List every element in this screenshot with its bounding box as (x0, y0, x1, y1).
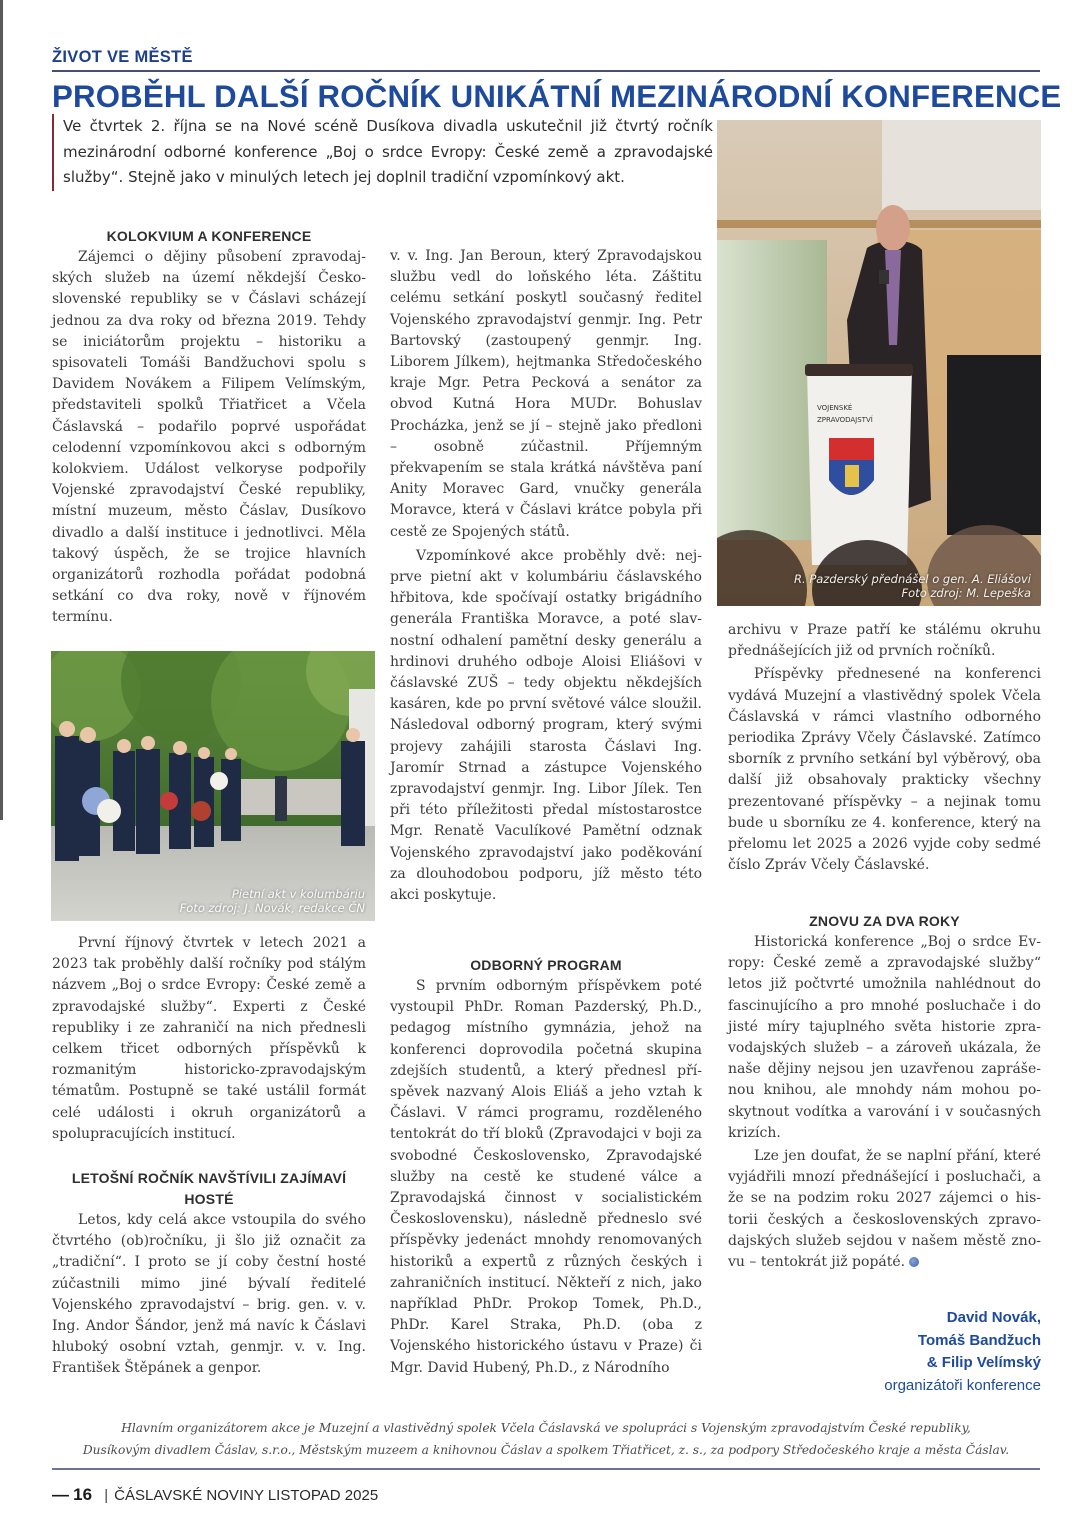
end-of-article-icon (909, 1257, 919, 1267)
author-name: Tomáš Bandžuch (917, 1331, 1041, 1349)
paragraph: archivu v Praze patří ke stálému okruhu přednášejících již od prvních ročníků. (728, 622, 1041, 660)
column-2-bottom (390, 955, 702, 1379)
column-2-top (390, 246, 702, 906)
author-name: & Filip Velímský (926, 1354, 1041, 1371)
footnote-line: Hlavním organizátorem akce je Muzejní a vlastivědný spolek Včela Čáslavská ve spolupráci s Vojenským zpravodajstvím České republiky, (121, 1421, 971, 1435)
paragraph: Příspěvky přednesené na konferenci vydává Muzejní a vlastivědný spolek Včela Čáslavská v rámci vlastního odborného periodika Zprávy Včely Čáslavské. Zatímco sborník z prvního setkání byl výběrový, oba další již obsahovaly prakticky všechny prezentované příspěvky – a nejinak tomu bude u sborníku ze 4. konference, který na přelomu let 2025 a 2026 vyjde coby sedmé číslo Zpráv Včely Čáslavské. (728, 666, 1041, 874)
caption-title: R. Pazderský přednášel o gen. A. Eliášovi (794, 572, 1031, 586)
page-footer (52, 1485, 378, 1505)
podium-text: ZPRAVODAJSTVÍ (817, 416, 873, 424)
column-3-top (728, 620, 1041, 876)
ceremony-photo-caption (180, 887, 365, 915)
paragraph (728, 1146, 1041, 1273)
column-3-bottom (728, 911, 1041, 1273)
subheading-hoste: LETOŠNÍ ROČNÍK NAVŠTÍVILI ZAJÍMAVÍ HOSTÉ (71, 1170, 347, 1208)
column-1-top (52, 226, 366, 629)
footnote-line: Dusíkovým divadlem Čáslav, s.r.o., Městským muzeem a knihovnou Čáslav a spolkem Třiatřicet, z. s., za podpory Středočeského kraje a města Čáslav. (82, 1443, 1010, 1457)
page-edge-rule (0, 0, 3, 820)
speaker-photo-image (717, 120, 1041, 606)
photo-credit: Foto zdroj: M. Lepeška (901, 586, 1031, 600)
paragraph: Letos, kdy celá akce vstoupila do svého čtvrtého (ob)ročníku, ji šlo již označit za „tradiční“. I proto se jí coby čestní hosté zúčastnili mimo jiné bývalí ředitelé Vojenského zpravodajství – brig. gen. v. v. Ing. Andor Šándor, jenž má navíc k Čáslavi hluboký osobní vztah, genmjr. v. v. Ing. František Štěpánek a genpor. (52, 1212, 366, 1377)
column-1-bottom (52, 933, 366, 1380)
publication-name: ČÁSLAVSKÉ NOVINY LISTOPAD 2025 (114, 1487, 379, 1504)
caption-title: Pietní akt v kolumbáriu (231, 887, 365, 901)
paragraph: Historická konference „Boj o srdce Evropy: České země a zpravodajské služby“ letos již počtvrté umožnila nahlédnout do fascinujícího a pro mnohé posluchače i do jisté míry tajuplného světa historie zpravodajských služeb – a zároveň ukázala, že naše dějiny nejsou jen uzavřenou zaprášenou knihou, ale mnohdy nám mohou poskytnout vodítka a varování i v současných krizích. (728, 934, 1041, 1141)
photo-credit: Foto zdroj: J. Novák, redakce ČN (179, 901, 365, 915)
author-name: David Novák, (946, 1309, 1041, 1326)
speaker-photo (717, 120, 1041, 606)
paragraph-text: Lze jen doufat, že se naplní přání, které vyjádřili mnozí přednášející i posluchači, a že se na podzim roku 2027 zájemci o historii českých a československých zpravodajských služeb sejdou v našem městě znovu – tentokrát již popáté. (728, 1148, 1041, 1271)
ceremony-photo (51, 651, 375, 921)
section-label: ŽIVOT VE MĚSTĚ (52, 48, 193, 66)
footer-dash: — (52, 1485, 69, 1504)
ceremony-photo-image (51, 651, 375, 921)
article-lead: Ve čtvrtek 2. října se na Nové scéně Dusíkova divadla uskutečnil již čtvrtý ročník mezinárodní odborné konference „Boj o srdce Evropy: České země a zpravodajské služby“. Stejně jako v minulých letech jej doplnil tradiční vzpomínkový akt. (52, 114, 713, 191)
author-role: organizátoři konference (884, 1376, 1041, 1394)
paragraph: Zájemci o dějiny působení zpravodajských služeb na území někdejší Československé republiky se v Čáslavi scházejí jednou za dva roky od března 2019. Tehdy se iniciátorům projektu – historiku a spisovateli Tomáši Bandžuchovi spolu s Davidem Novákem a Filipem Velímským, představiteli spolků Třiatřicet a Včela Čáslavská – podařilo poprvé uspořádat celodenní vzpomínkovou akci s odborným kolokviem. Událost velkoryse podpořily Vojenské zpravodajství České republiky, místní muzeum, město Čáslav, Dusíkovo divadlo a další instituce i jednotlivci. Měla takový úspěch, že se trojice hlavních organizátorů rozhodla pořádat podobná setkání co dva roky, nově v říjnovém termínu. (52, 249, 366, 626)
page-number: 16 (73, 1485, 93, 1504)
footer-divider (52, 1468, 1040, 1470)
paragraph: Vzpomínkové akce proběhly dvě: nejprve pietní akt v kolumbáriu čáslavského hřbitova, kde spočívají ostatky brigádního generála Františka Moravce, a poté slavnostní odhalení pamětní desky generálu a hrdinovi druhého odboje Aloisi Eliášovi v čáslavské ZUŠ – tedy objektu někdejších kasáren, kde po první světové válce sloužil. Následoval odborný program, který svými projevy zahájili starosta Čáslavi Ing. Jaromír Strnad a zástupce Vojenského zpravodajství genmjr. Ing. Libor Jílek. Ten při této příležitosti předal místostarostce Mgr. Renatě Vaculíkové Pamětní odznak Vojenského zpravodajství jako poděkování za dlouhodobou podporu, jíž město této akci poskytuje. (390, 547, 702, 904)
subheading-kolokvium: KOLOKVIUM A KONFERENCE (106, 228, 312, 244)
article-signature (884, 1307, 1041, 1397)
footer-separator: | (104, 1487, 109, 1504)
paragraph: v. v. Ing. Jan Beroun, který Zpravodajskou službu vedl do loňského léta. Záštitu celému setkání poskytl současný ředitel Vojenského zpravodajství genmjr. Ing. Petr Bartovský (zastoupený genmjr. Ing. Liborem Jílkem), hejtmanka Středočeského kraje Mgr. Petra Pecková a senátor za obvod Kutná Hora MUDr. Bohuslav Procházka, jenž se jí – stejně jako předloni – osobně zúčastnil. Příjemným překvapením se stala krátká návštěva paní Anity Moravec Gard, vnučky generála Moravce, která v Čáslavi krátce pobyla při cestě ze Spojených států. (390, 248, 702, 540)
paragraph: První říjnový čtvrtek v letech 2021 a 2023 tak proběhly další ročníky pod stálým názvem „Boj o srdce Evropy: České země a zpravodajské služby“. Experti z České republiky i ze zahraničí na nich přednesli celkem třicet odborných příspěvků k rozmanitým historicko-zpravodajským tématům. Postupně se také ustálil formát celé události i okruh organizátorů a spolupracujících institucí. (52, 935, 366, 1142)
subheading-odborny-program: ODBORNÝ PROGRAM (470, 957, 622, 973)
podium-text: VOJENSKÉ (817, 404, 853, 412)
article-headline: PROBĚHL DALŠÍ ROČNÍK UNIKÁTNÍ MEZINÁRODNÍ KONFERENCE (52, 78, 1062, 114)
organizers-footnote (52, 1417, 1040, 1461)
subheading-znovu: ZNOVU ZA DVA ROKY (809, 913, 960, 929)
paragraph: S prvním odborným příspěvkem poté vystoupil PhDr. Roman Pazderský, Ph.D., pedagog místního gymnázia, jehož na konferenci doprovodila početná skupina zdejších studentů, a který přednesl příspěvek nazvaný Alois Eliáš a jeho vztah k Čáslavi. V rámci programu, rozděleného tentokrát do tří bloků (Zpravodajci v boji za svobodné Československo, Zpravodajské služby na cestě ke studené válce a Zpravodajská činnost v socialistickém Československu), následně předneslo své příspěvky jedenáct mnohdy renomovaných historiků a expertů z různých českých i zahraničních institucí. Někteří z nich, jako například PhDr. Prokop Tomek, Ph.D., PhDr. Karel Straka, Ph.D. (oba z Vojenského historického ústavu v Praze) či Mgr. David Hubený, Ph.D., z Národního (390, 978, 702, 1376)
section-divider (52, 70, 1040, 72)
speaker-photo-caption (794, 572, 1031, 600)
